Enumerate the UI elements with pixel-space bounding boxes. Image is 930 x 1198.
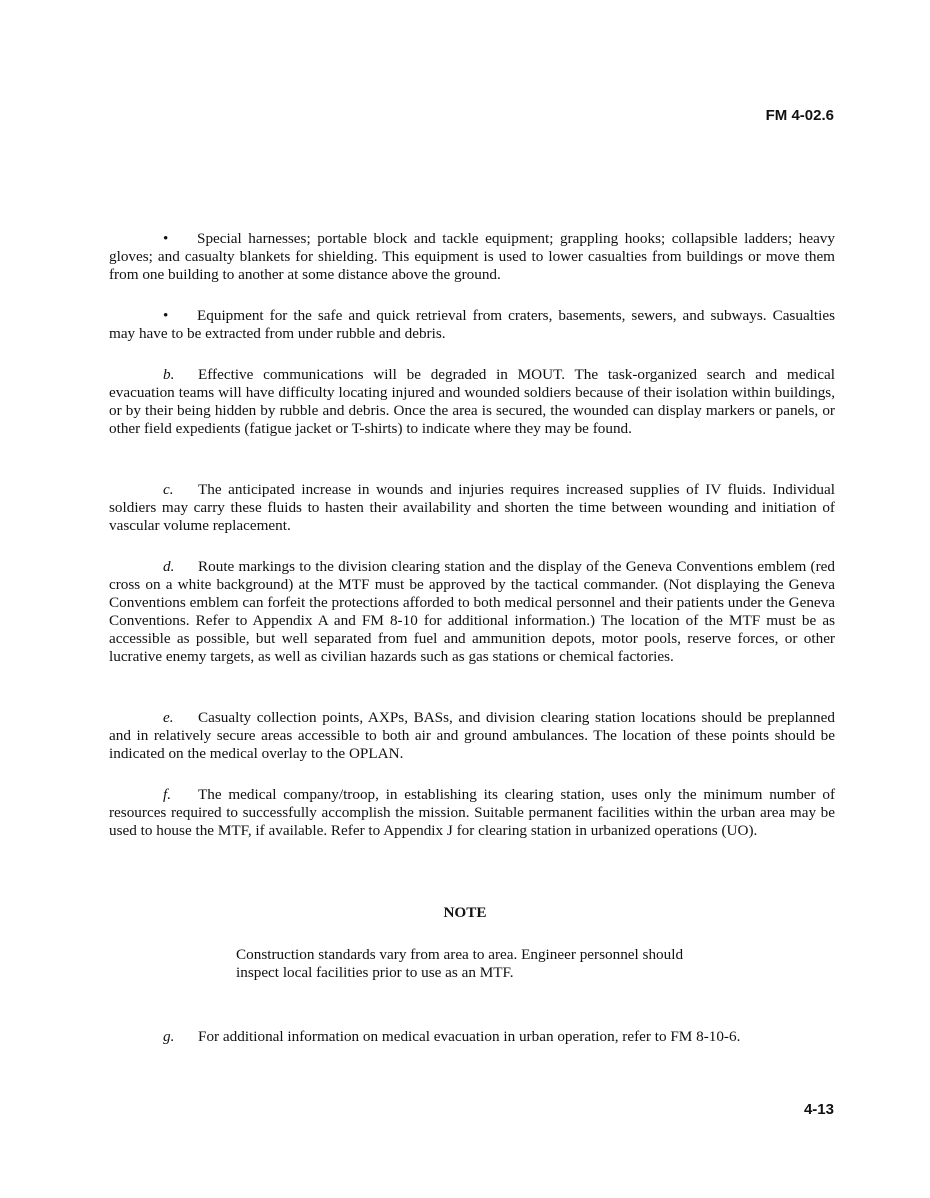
note-title: NOTE — [443, 904, 487, 921]
paragraph-text: For additional information on medical evacuation in urban operation, refer to FM 8-10-6. — [198, 1028, 741, 1045]
paragraph-letter: c. — [163, 481, 174, 498]
paragraph-letter: g. — [163, 1028, 175, 1045]
paragraph-text: Casualty collection points, AXPs, BASs, and division clearing station locations should be preplanned and in relatively secure areas accessible to both air and ground ambulances. The location of these points should be indicated on the medical overlay to the OPLAN. — [109, 709, 835, 763]
note-body: Construction standards vary from area to area. Engineer personnel should inspect local facilities prior to use as an MTF. — [236, 946, 684, 982]
bullet-text: Equipment for the safe and quick retrieval from craters, basements, sewers, and subways. Casualties may have to be extracted from under rubble and debris. — [109, 307, 835, 343]
paragraph-text: The medical company/troop, in establishing its clearing station, uses only the minimum number of resources required to successfully accomplish the mission. Suitable permanent facilities within the urban area may be used to house the MTF, if available. Refer to Appendix J for clearing station in urbanized operations (UO). — [109, 786, 835, 840]
bullet-text: Special harnesses; portable block and tackle equipment; grappling hooks; collapsible ladders; heavy gloves; and casualty blankets for shielding. This equipment is used to lower casualties from buildings or move them from one building to another at some distance above the ground. — [109, 230, 835, 284]
bullet-item-harnesses — [109, 230, 835, 284]
bullet-symbol: • — [163, 230, 169, 247]
paragraph-letter: e. — [163, 709, 174, 726]
paragraph-letter: f. — [163, 786, 172, 803]
page-number: 4-13 — [803, 1101, 834, 1118]
paragraph-c — [109, 481, 835, 535]
paragraph-letter: d. — [163, 558, 175, 575]
paragraph-d — [109, 558, 835, 667]
paragraph-e — [109, 709, 835, 763]
paragraph-b — [109, 366, 835, 438]
paragraph-letter: b. — [163, 366, 175, 383]
paragraph-text: Effective communications will be degraded in MOUT. The task-organized search and medical evacuation teams will have difficulty locating injured and wounded soldiers because of their isolation within buildings, or by their being hidden by rubble and debris. Once the area is secured, the wounded can display markers or panels, or other field expedients (fatigue jacket or T-shirts) to indicate where they may be found. — [109, 366, 835, 438]
paragraph-g — [109, 1028, 835, 1046]
document-id-header: FM 4-02.6 — [765, 107, 834, 124]
bullet-symbol: • — [163, 307, 169, 324]
bullet-item-retrieval — [109, 307, 835, 343]
paragraph-f — [109, 786, 835, 840]
paragraph-text: The anticipated increase in wounds and injuries requires increased supplies of IV fluids. Individual soldiers may carry these fluids to hasten their availability and shorten the time between wounding and initiation of vascular volume replacement. — [109, 481, 835, 535]
paragraph-text: Route markings to the division clearing station and the display of the Geneva Conventions emblem (red cross on a white background) at the MTF must be approved by the tactical commander. (Not displaying the Geneva Conventions emblem can forfeit the protections afforded to both medical personnel and their patients under the Geneva Conventions. Refer to Appendix A and FM 8-10 for additional information.) The location of the MTF must be as accessible as possible, but well separated from fuel and ammunition depots, motor pools, reserve forces, or other lucrative enemy targets, as well as civilian hazards such as gas stations or chemical factories. — [109, 558, 835, 666]
